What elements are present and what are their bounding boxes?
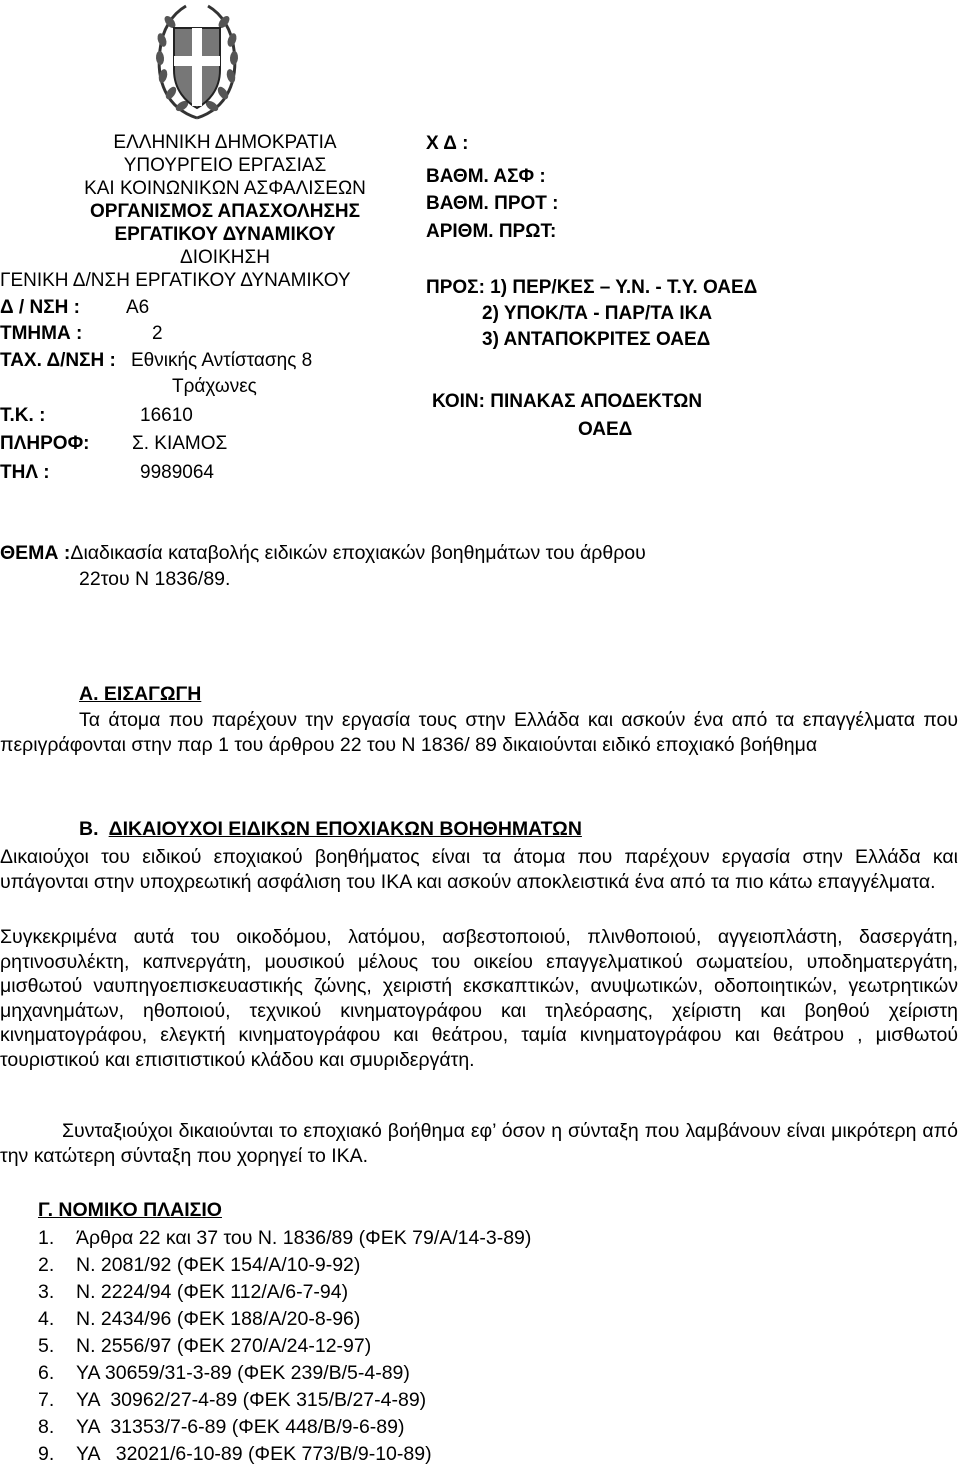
protocol-number-label: ΑΡΙΘΜ. ΠΡΩΤ:	[426, 221, 557, 242]
law-list-item: 9. ΥΑ 32021/6-10-89 (ΦΕΚ 773/Β/9-10-89)	[38, 1443, 432, 1465]
law-list-item: 3. Ν. 2224/94 (ΦΕΚ 112/Α/6-7-94)	[38, 1281, 349, 1303]
law-list-item: 5. Ν. 2556/97 (ΦΕΚ 270/Α/24-12-97)	[38, 1335, 372, 1357]
section-b-heading: ΔΙΚΑΙΟΥΧΟΙ ΕΙΔΙΚΩΝ ΕΠΟΧΙΑΚΩΝ ΒΟΗΘΗΜΑΤΩΝ	[108, 818, 582, 840]
subject-line-1	[0, 542, 646, 565]
section-a-text: Τα άτομα που παρέχουν την εργασία τους στην Ελλάδα και ασκούν ένα από τα επαγγέλματα που περιγράφονται στην παρ 1 του άρθρου 22 του Ν 1836/ 89 δικαιούνται ειδικό εποχιακό βοήθημα	[0, 709, 958, 756]
section-b-paragraph-1: Δικαιούχοι του ειδικού εποχιακού βοηθήματος είναι τα άτομα που παρέχουν εργασία στην Ελλάδα και υπάγονται στην υποχρεωτική ασφάλιση του ΙΚΑ και ασκούν αποκλειστικά ένα από τα πιο κάτω επαγγέλματα.	[0, 846, 958, 893]
law-list-item: 1. Άρθρα 22 και 37 του Ν. 1836/89 (ΦΕΚ 79/Α/14-3-89)	[38, 1227, 532, 1249]
directorate-label: Δ / ΝΣΗ :	[0, 297, 80, 318]
phone-value: 9989064	[140, 462, 214, 483]
header-republic: ΕΛΛΗΝΙΚΗ ΔΗΜΟΚΡΑΤΙΑ	[113, 132, 337, 153]
security-level-label: ΒΑΘΜ. ΑΣΦ :	[426, 166, 546, 187]
cc-line-2: ΟΑΕΔ	[578, 419, 633, 440]
header-administration: ΔΙΟΙΚΗΣΗ	[180, 247, 270, 268]
section-b-heading-line	[79, 818, 582, 841]
section-c-heading: Γ. ΝΟΜΙΚΟ ΠΛΑΙΣΙΟ	[38, 1199, 222, 1221]
law-list-item: 7. ΥΑ 30962/27-4-89 (ΦΕΚ 315/Β/27-4-89)	[38, 1389, 427, 1411]
recipients-line-3: 3) ΑΝΤΑΠΟΚΡΙΤΕΣ ΟΑΕΔ	[482, 329, 711, 350]
recipients-line-2: 2) ΥΠΟΚ/ΤΑ - ΠΑΡ/ΤΑ ΙΚΑ	[482, 303, 713, 324]
header-general-directorate: ΓΕΝΙΚΗ Δ/ΝΣΗ ΕΡΓΑΤΙΚΟΥ ΔΥΝΑΜΙΚΟΥ	[0, 270, 351, 291]
postcode-label: Τ.Κ. :	[0, 405, 46, 426]
address-value-2: Τράχωνες	[172, 376, 257, 397]
header-organization-2: ΕΡΓΑΤΙΚΟΥ ΔΥΝΑΜΙΚΟΥ	[114, 224, 336, 245]
law-list-item: 2. Ν. 2081/92 (ΦΕΚ 154/Α/10-9-92)	[38, 1254, 361, 1276]
info-label: ΠΛΗΡΟΦ:	[0, 433, 90, 454]
subject-label: ΘΕΜΑ :	[0, 542, 71, 564]
greek-coat-of-arms-emblem	[152, 0, 242, 122]
section-b-paragraph-3: Συνταξιούχοι δικαιούνται το εποχιακό βοήθημα εφ’ όσον η σύνταξη που λαμβάνουν είναι μικρότερη από την κατώτερη σύνταξη που χορηγεί το ΙΚΑ.	[0, 1120, 958, 1167]
law-list-item: 6. ΥΑ 30659/31-3-89 (ΦΕΚ 239/Β/5-4-89)	[38, 1362, 410, 1384]
subject-text-1: Διαδικασία καταβολής ειδικών εποχιακών βοηθημάτων του άρθρου	[70, 542, 646, 564]
section-b-paragraph-2: Συγκεκριμένα αυτά του οικοδόμου, λατόμου, ασβεστοποιού, πλινθοποιού, αγγειοπλάστη, δασεργάτη, ρητινοσυλέκτη, καπνεργάτη, μουσικού μέλους του οικείου επαγγελματικού σωματείου, υποδηματεργάτη, μισθωτού ναυπηγοεπισκευαστικής ζώνης, χειριστή εκσκαπτικών, ανυψωτικών, οδοποιητικών, γεωτρητικών μηχανημάτων, ηθοποιού, τεχνικού κινηματογράφου και τηλεόρασης, χείριστη και βοηθού χείριστη κινηματογράφου, ελεγκτή κινηματογράφου και θεάτρου, ταμία κινηματογράφου και θεάτρου , μισθωτού τουριστικού και επισιτιστικού κλάδου και σμυριδεργάτη.	[0, 926, 958, 1071]
header-ministry: ΥΠΟΥΡΓΕΙΟ ΕΡΓΑΣΙΑΣ	[123, 155, 327, 176]
address-label: ΤΑΧ. Δ/ΝΣΗ :	[0, 350, 116, 371]
section-a-heading: Α. ΕΙΣΑΓΩΓΗ	[79, 683, 202, 705]
recipients-line-1: ΠΡΟΣ: 1) ΠΕΡ/ΚΕΣ – Υ.Ν. - Τ.Υ. ΟΑΕΔ	[426, 277, 758, 298]
header-organization: ΟΡΓΑΝΙΣΜΟΣ ΑΠΑΣΧΟΛΗΣΗΣ	[90, 201, 360, 222]
department-value: 2	[152, 323, 163, 344]
directorate-value: Α6	[126, 297, 150, 318]
header-ministry-2: ΚΑΙ ΚΟΙΝΩΝΙΚΩΝ ΑΣΦΑΛΙΣΕΩΝ	[84, 178, 366, 199]
cc-line-1: ΚΟΙΝ: ΠΙΝΑΚΑΣ ΑΠΟΔΕΚΤΩΝ	[432, 391, 703, 412]
section-b-prefix: Β.	[79, 818, 99, 840]
address-value: Εθνικής Αντίστασης 8	[131, 350, 313, 371]
phone-label: ΤΗΛ :	[0, 462, 50, 483]
info-value: Σ. ΚΙΑΜΟΣ	[132, 433, 228, 454]
xd-label: Χ Δ :	[426, 133, 469, 154]
postcode-value: 16610	[140, 405, 193, 426]
law-list-item: 4. Ν. 2434/96 (ΦΕΚ 188/Α/20-8-96)	[38, 1308, 361, 1330]
subject-text-2: 22του Ν 1836/89.	[79, 568, 231, 590]
priority-level-label: ΒΑΘΜ. ΠΡΟΤ :	[426, 193, 559, 214]
department-label: ΤΜΗΜΑ :	[0, 323, 83, 344]
law-list-item: 8. ΥΑ 31353/7-6-89 (ΦΕΚ 448/Β/9-6-89)	[38, 1416, 405, 1438]
